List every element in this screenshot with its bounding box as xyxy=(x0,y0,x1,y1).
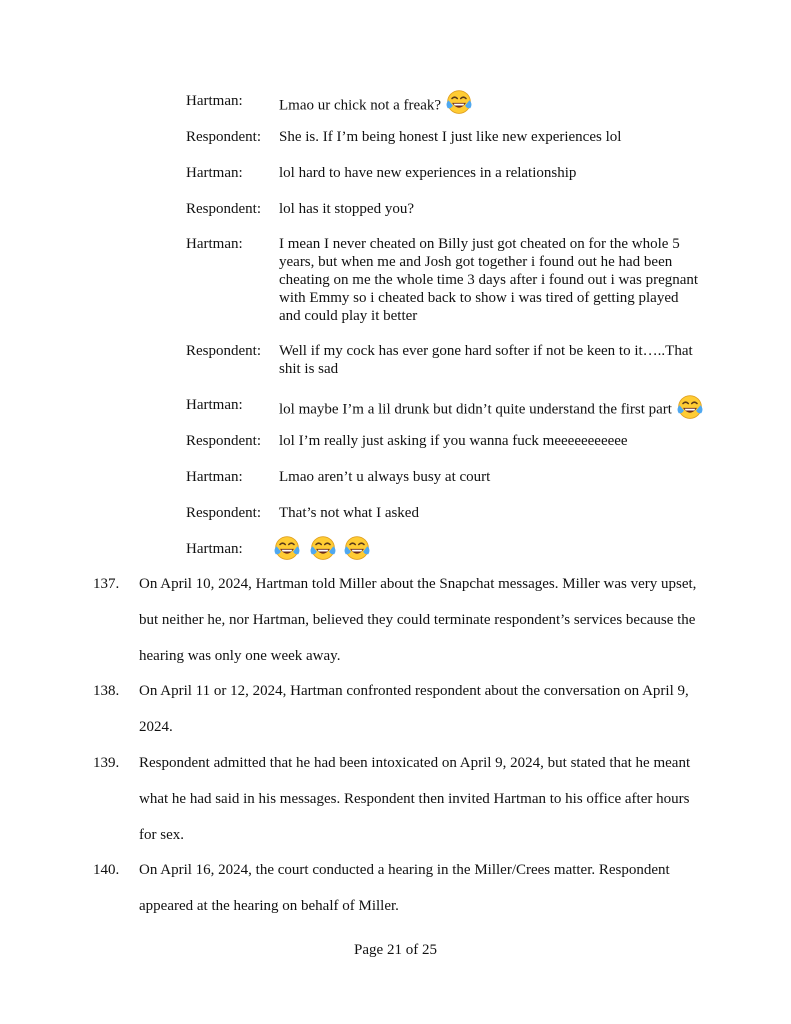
speaker-label: Respondent: xyxy=(186,129,261,145)
paragraph-text: On April 10, 2024, Hartman told Miller about the Snapchat messages. Miller was very upset, but neither he, nor Hartman, believed they could terminate respondent’s services because the hearing was only one week away. xyxy=(139,576,697,664)
message-text xyxy=(279,92,699,120)
tears-of-joy-emoji-icon xyxy=(309,534,337,562)
speaker-label: Hartman: xyxy=(186,93,243,109)
speaker-label: Hartman: xyxy=(186,236,243,252)
message-body: Lmao ur chick not a freak? xyxy=(279,97,442,114)
numbered-paragraph xyxy=(93,745,713,853)
numbered-paragraph xyxy=(93,673,713,745)
paragraph-number: 139. xyxy=(93,755,120,771)
paragraph-text: On April 11 or 12, 2024, Hartman confronted respondent about the conversation on April 9, 2024. xyxy=(139,683,689,735)
paragraph-text: On April 16, 2024, the court conducted a hearing in the Miller/Crees matter. Respondent appeared at the hearing on behalf of Miller. xyxy=(139,862,670,914)
message-text: I mean I never cheated on Billy just got cheated on for the whole 5 years, but when me and Josh got together i found out he had been cheating on me the whole time 3 days after i found out i was pregnant with Emmy so i cheated back to show i was tired of getting played and could play it better xyxy=(279,236,699,324)
numbered-paragraph xyxy=(93,852,713,924)
message-line xyxy=(186,128,699,146)
message-text: lol has it stopped you? xyxy=(279,201,414,217)
message-line xyxy=(186,235,699,325)
message-line xyxy=(186,468,699,486)
page-number-footer: Page 21 of 25 xyxy=(354,942,437,958)
message-text: Well if my cock has ever gone hard softer if not be keen to it…..That shit is sad xyxy=(279,343,693,377)
message-line xyxy=(186,200,699,218)
speaker-label: Respondent: xyxy=(186,343,261,359)
message-text: That’s not what I asked xyxy=(279,505,419,521)
message-line xyxy=(186,92,699,120)
speaker-label: Hartman: xyxy=(186,541,243,557)
message-line xyxy=(186,342,699,378)
paragraph-number: 138. xyxy=(93,683,120,699)
message-text: lol I’m really just asking if you wanna fuck meeeeeeeeeee xyxy=(279,433,628,449)
speaker-label: Hartman: xyxy=(186,165,243,181)
message-line xyxy=(186,396,729,424)
message-text: lol hard to have new experiences in a relationship xyxy=(279,165,577,181)
message-text: Lmao aren’t u always busy at court xyxy=(279,469,491,485)
message-line xyxy=(186,164,699,182)
message-line xyxy=(186,432,699,450)
speaker-label: Respondent: xyxy=(186,505,261,521)
message-text xyxy=(273,540,693,568)
speaker-label: Hartman: xyxy=(186,397,243,413)
tears-of-joy-emoji-icon xyxy=(445,88,473,116)
message-body: lol maybe I’m a lil drunk but didn’t quite understand the first part xyxy=(279,401,672,418)
paragraph-number: 137. xyxy=(93,576,120,592)
message-text xyxy=(279,396,729,424)
paragraph-number: 140. xyxy=(93,862,120,878)
tears-of-joy-emoji-icon xyxy=(273,534,301,562)
message-line xyxy=(186,540,693,568)
tears-of-joy-emoji-icon xyxy=(676,393,704,421)
speaker-label: Respondent: xyxy=(186,433,261,449)
speaker-label: Respondent: xyxy=(186,201,261,217)
speaker-label: Hartman: xyxy=(186,469,243,485)
message-line xyxy=(186,504,699,522)
message-text: She is. If I’m being honest I just like new experiences lol xyxy=(279,129,622,145)
numbered-paragraph xyxy=(93,566,713,674)
paragraph-text: Respondent admitted that he had been intoxicated on April 9, 2024, but stated that he meant what he had said in his messages. Respondent then invited Hartman to his office after hours for sex. xyxy=(139,755,691,843)
tears-of-joy-emoji-icon xyxy=(343,534,371,562)
